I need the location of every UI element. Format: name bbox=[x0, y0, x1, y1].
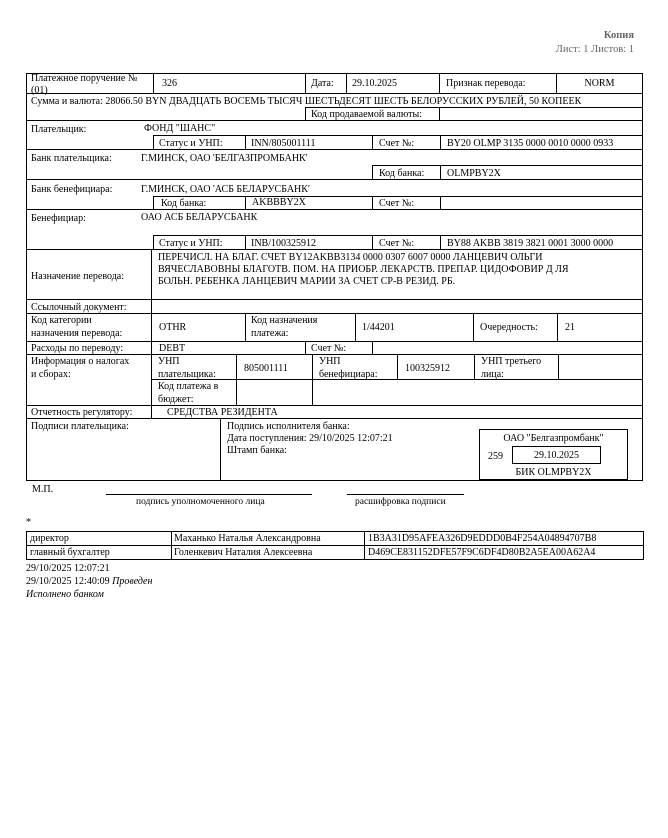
priority-label: Очередность: bbox=[480, 322, 538, 333]
payer-unp-label-2: плательщика: bbox=[158, 369, 216, 380]
payer-signatures-label: Подписи плательщика: bbox=[31, 421, 129, 432]
sold-currency-label: Код продаваемой валюты: bbox=[311, 109, 423, 120]
expenses-value: DEBT bbox=[159, 343, 186, 354]
log-line-2 bbox=[26, 576, 152, 587]
payer-status-unp: INN/805001111 bbox=[251, 138, 316, 149]
copy-label: Копия bbox=[603, 30, 634, 41]
beneficiary-bank-name: Г.МИНСК, ОАО 'АСБ БЕЛАРУСБАНК' bbox=[141, 184, 310, 195]
log-line-3: Исполнено банком bbox=[26, 589, 104, 600]
signer-hash: 1B3A31D95AFEA326D9EDDD0B4F254A04894707B8 bbox=[368, 533, 597, 544]
taxes-label-2: и сборах: bbox=[31, 369, 71, 380]
beneficiary-bank-code: AKBBBY2X bbox=[252, 197, 306, 208]
authorized-signature-caption: подпись уполномоченного лица bbox=[136, 497, 265, 507]
reference-doc-label: Ссылочный документ: bbox=[31, 302, 127, 313]
executor-signature-label: Подпись исполнителя банка: bbox=[227, 421, 350, 432]
signer-role: главный бухгалтер bbox=[30, 547, 110, 558]
date-label: Дата: bbox=[311, 78, 334, 89]
log-status: Проведен bbox=[112, 576, 153, 587]
purpose-code: 1/44201 bbox=[362, 322, 395, 333]
payer-bank-code: OLMPBY2X bbox=[447, 168, 501, 179]
stamp-date: 29.10.2025 bbox=[534, 450, 579, 461]
budget-code-label-2: бюджет: bbox=[158, 394, 194, 405]
benef-unp-label-1: УНП bbox=[319, 356, 341, 367]
purpose-label: Назначение перевода: bbox=[31, 271, 125, 282]
received-date: Дата поступления: 29/10/2025 12:07:21 bbox=[227, 433, 393, 444]
payer-bank-name: Г.МИНСК, ОАО 'БЕЛГАЗПРОМБАНК' bbox=[141, 153, 308, 164]
order-title-label: Платежное поручение № (01) bbox=[31, 73, 138, 96]
stamp-label: Штамп банка: bbox=[227, 445, 287, 456]
purpose-line-1: ПЕРЕЧИСЛ. НА БЛАГ. СЧЕТ BY12AKBB3134 0000 0307 6007 0000 ЛАНЦЕВИЧ ОЛЬГИ bbox=[158, 252, 543, 263]
budget-code-label-1: Код платежа в bbox=[158, 381, 219, 392]
regulator-value: СРЕДСТВА РЕЗИДЕНТА bbox=[167, 407, 278, 418]
beneficiary-status-unp: INB/100325912 bbox=[251, 238, 316, 249]
amount-line: Сумма и валюта: 28066.50 BYN ДВАДЦАТЬ ВОСЕМЬ ТЫСЯЧ ШЕСТЬДЕСЯТ ШЕСТЬ БЕЛОРУССКИХ РУБЛЕЙ, 50 КОПЕЕК bbox=[31, 96, 582, 107]
payer-bank-code-label: Код банка: bbox=[379, 168, 425, 179]
purpose-code-label-2: платежа: bbox=[251, 328, 289, 339]
beneficiary-bank-account-label: Счет №: bbox=[379, 198, 415, 209]
third-unp-label-2: лица: bbox=[481, 369, 504, 380]
stamp-bic: БИК OLMPBY2X bbox=[515, 467, 592, 478]
beneficiary-account-label: Счет №: bbox=[379, 238, 415, 249]
payer-label: Плательщик: bbox=[31, 124, 87, 135]
transfer-sign: NORM bbox=[584, 78, 615, 89]
purpose-line-3: БОЛЬН. РЕБЕНКА ЛАНЦЕВИЧ МАРИИ ЗА СЧЕТ СР-В РЕЗИД. РБ. bbox=[158, 276, 456, 287]
beneficiary-name: ОАО АСБ БЕЛАРУСБАНК bbox=[141, 212, 258, 223]
signature-decode-caption: расшифровка подписи bbox=[355, 497, 446, 507]
stamp-number: 259 bbox=[488, 451, 503, 462]
category-value: OTHR bbox=[159, 322, 187, 333]
taxes-label-1: Информация о налогах bbox=[31, 356, 130, 367]
payer-unp-label-1: УНП bbox=[158, 356, 180, 367]
beneficiary-status-unp-label: Статус и УНП: bbox=[159, 238, 223, 249]
beneficiary-account: BY88 AKBB 3819 3821 0001 3000 0000 bbox=[447, 238, 614, 249]
asterisk-note: * bbox=[26, 517, 31, 528]
sheets-info: Лист: 1 Листов: 1 bbox=[555, 44, 634, 55]
payer-bank-label: Банк плательщика: bbox=[31, 153, 112, 164]
order-number: 326 bbox=[162, 78, 177, 89]
priority-value: 21 bbox=[565, 322, 575, 333]
signer-role: директор bbox=[30, 533, 69, 544]
benef-unp-label-2: бенефициара: bbox=[319, 369, 378, 380]
third-unp-label-1: УНП третьего bbox=[481, 356, 542, 367]
category-label-2: назначения перевода: bbox=[31, 328, 123, 339]
payer-account: BY20 OLMP 3135 0000 0010 0000 0933 bbox=[447, 138, 614, 149]
purpose-code-label-1: Код назначения bbox=[251, 315, 318, 326]
purpose-line-2: ВЯЧЕСЛАВОВНЫ БЛАГОТВ. ПОМ. НА ПРИОБР. ЛЕКАРСТВ. ПРЕПАР. ЦИДОФОВИР Д ЛЯ bbox=[158, 264, 569, 275]
regulator-label: Отчетность регулятору: bbox=[31, 407, 133, 418]
category-label-1: Код категории bbox=[31, 315, 92, 326]
stamp-bank-name: ОАО "Белгазпромбанк" bbox=[503, 433, 604, 444]
expenses-label: Расходы по переводу: bbox=[31, 343, 124, 354]
payer-name: ФОНД "ШАНС" bbox=[144, 123, 216, 134]
signer-name: Голенкевич Наталия Алексеевна bbox=[174, 547, 313, 558]
mp-label: М.П. bbox=[32, 484, 54, 495]
expenses-account-label: Счет №: bbox=[311, 343, 347, 354]
beneficiary-bank-label: Банк бенефициара: bbox=[31, 184, 113, 195]
signer-name: Маханько Наталья Александровна bbox=[174, 533, 321, 544]
beneficiary-label: Бенефициар: bbox=[31, 213, 86, 224]
transfer-sign-label: Признак перевода: bbox=[446, 78, 526, 89]
payer-account-label: Счет №: bbox=[379, 138, 415, 149]
order-date: 29.10.2025 bbox=[352, 78, 397, 89]
log-time: 29/10/2025 12:40:09 bbox=[26, 576, 110, 587]
payer-status-unp-label: Статус и УНП: bbox=[159, 138, 223, 149]
payer-unp: 805001111 bbox=[244, 363, 288, 374]
beneficiary-bank-code-label: Код банка: bbox=[161, 198, 207, 209]
benef-unp: 100325912 bbox=[405, 363, 450, 374]
signer-hash: D469CE831152DFE57F9C6DF4D80B2A5EA00A62A4 bbox=[368, 547, 596, 558]
log-line-1: 29/10/2025 12:07:21 bbox=[26, 563, 110, 574]
